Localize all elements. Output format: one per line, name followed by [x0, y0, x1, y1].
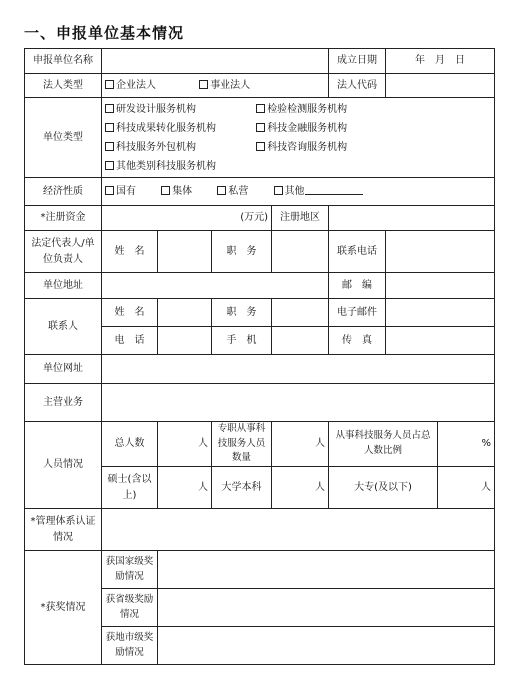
- tel-field[interactable]: [158, 327, 212, 355]
- checkbox-icon: [105, 142, 114, 151]
- capital-label: *注册资金: [25, 206, 102, 231]
- checkbox-icon: [105, 186, 114, 195]
- private-checkbox[interactable]: 私营: [217, 184, 248, 200]
- email-field[interactable]: [386, 299, 495, 327]
- checkbox-icon: [105, 80, 114, 89]
- other-nature-checkbox[interactable]: 其他: [274, 184, 363, 200]
- person-unit: 人: [315, 481, 325, 493]
- staff-label: 人员情况: [25, 422, 102, 509]
- percent-unit: %: [481, 438, 491, 450]
- website-field[interactable]: [102, 355, 495, 384]
- provincial-award-label: 获省级奖励情况: [102, 589, 158, 627]
- main-business-label: 主营业务: [25, 384, 102, 422]
- enterprise-checkbox[interactable]: 企业法人: [105, 78, 156, 94]
- rd-design-checkbox[interactable]: 研发设计服务机构: [105, 100, 253, 119]
- legal-type-label: 法人类型: [25, 74, 102, 98]
- postcode-field[interactable]: [386, 273, 495, 299]
- fax-field[interactable]: [386, 327, 495, 355]
- master-label: 硕士(含以上): [102, 467, 158, 509]
- row-unit-type: [25, 98, 495, 178]
- founded-date-field[interactable]: 年 月 日: [386, 49, 495, 74]
- contact-label: 联系人: [25, 299, 102, 355]
- person-unit: 人: [198, 438, 208, 450]
- national-award-label: 获国家级奖励情况: [102, 551, 158, 589]
- rep-phone-field[interactable]: [386, 231, 495, 273]
- ratio-field[interactable]: [438, 422, 495, 467]
- legal-rep-label: 法定代表人/单位负责人: [25, 231, 102, 273]
- row-economic-nature: [25, 178, 495, 206]
- state-owned-checkbox[interactable]: 国有: [105, 184, 136, 200]
- tech-transfer-checkbox[interactable]: 科技成果转化服务机构: [105, 119, 253, 138]
- rep-position-label: 职 务: [212, 231, 272, 273]
- economic-nature-label: 经济性质: [25, 178, 102, 206]
- row-legal-type: [25, 74, 495, 98]
- checkbox-icon: [274, 186, 283, 195]
- provincial-award-field[interactable]: [158, 589, 495, 627]
- unit-name-label: 申报单位名称: [25, 49, 102, 74]
- total-staff-label: 总人数: [102, 422, 158, 467]
- tel-label: 电 话: [102, 327, 158, 355]
- row-contact-1: [25, 299, 495, 327]
- awards-label: *获奖情况: [25, 551, 102, 665]
- unit-type-label: 单位类型: [25, 98, 102, 178]
- certification-field[interactable]: [102, 509, 495, 551]
- national-award-field[interactable]: [158, 551, 495, 589]
- checkbox-icon: [256, 123, 265, 132]
- contact-position-field[interactable]: [272, 299, 329, 327]
- checkbox-icon: [161, 186, 170, 195]
- person-unit: 人: [481, 481, 491, 493]
- mobile-label: 手 机: [212, 327, 272, 355]
- main-business-field[interactable]: [102, 384, 495, 422]
- municipal-award-label: 获地市级奖励情况: [102, 627, 158, 665]
- ratio-label: 从事科技服务人员占总人数比例: [329, 422, 438, 467]
- checkbox-icon: [256, 142, 265, 151]
- tech-finance-checkbox[interactable]: 科技金融服务机构: [256, 119, 347, 138]
- section-title: 一、申报单位基本情况: [24, 24, 185, 42]
- bachelor-label: 大学本科: [212, 467, 272, 509]
- unit-name-field[interactable]: [102, 49, 329, 74]
- capital-unit: (万元): [240, 212, 268, 224]
- row-address: [25, 273, 495, 299]
- rep-phone-label: 联系电话: [329, 231, 386, 273]
- basic-info-table: [24, 48, 495, 665]
- row-website: [25, 355, 495, 384]
- economic-nature-options: [102, 178, 495, 206]
- region-field[interactable]: [329, 206, 495, 231]
- postcode-label: 邮 编: [329, 273, 386, 299]
- certification-label: *管理体系认证情况: [25, 509, 102, 551]
- contact-name-field[interactable]: [158, 299, 212, 327]
- outsourcing-checkbox[interactable]: 科技服务外包机构: [105, 138, 253, 157]
- fax-label: 传 真: [329, 327, 386, 355]
- row-awards-1: [25, 551, 495, 589]
- person-unit: 人: [315, 438, 325, 450]
- address-label: 单位地址: [25, 273, 102, 299]
- row-main-business: [25, 384, 495, 422]
- row-certification: [25, 509, 495, 551]
- legal-code-field[interactable]: [386, 74, 495, 98]
- legal-type-options: [102, 74, 329, 98]
- row-unit-name: [25, 49, 495, 74]
- address-field[interactable]: [102, 273, 329, 299]
- checkbox-icon: [217, 186, 226, 195]
- bachelor-field[interactable]: [272, 467, 329, 509]
- college-label: 大专(及以下): [329, 467, 438, 509]
- capital-field[interactable]: [102, 206, 272, 231]
- region-label: 注册地区: [272, 206, 329, 231]
- checkbox-icon: [105, 123, 114, 132]
- college-field[interactable]: [438, 467, 495, 509]
- row-staff-1: [25, 422, 495, 467]
- checkbox-icon: [256, 104, 265, 113]
- legal-code-label: 法人代码: [329, 74, 386, 98]
- other-type-checkbox[interactable]: 其他类别科技服务机构: [105, 157, 216, 176]
- row-legal-rep: [25, 231, 495, 273]
- municipal-award-field[interactable]: [158, 627, 495, 665]
- checkbox-icon: [105, 104, 114, 113]
- row-capital: [25, 206, 495, 231]
- mobile-field[interactable]: [272, 327, 329, 355]
- master-field[interactable]: [158, 467, 212, 509]
- contact-position-label: 职 务: [212, 299, 272, 327]
- person-unit: 人: [198, 481, 208, 493]
- email-label: 电子邮件: [329, 299, 386, 327]
- other-nature-line: [305, 185, 363, 195]
- rep-name-field[interactable]: [158, 231, 212, 273]
- collective-checkbox[interactable]: 集体: [161, 184, 192, 200]
- checkbox-icon: [199, 80, 208, 89]
- rep-name-label: 姓 名: [102, 231, 158, 273]
- founded-date-label: 成立日期: [329, 49, 386, 74]
- unit-type-options: [102, 98, 495, 178]
- checkbox-icon: [105, 161, 114, 170]
- fulltime-staff-field[interactable]: [272, 422, 329, 467]
- fulltime-staff-label: 专职从事科技服务人员数量: [212, 422, 272, 467]
- consulting-checkbox[interactable]: 科技咨询服务机构: [256, 138, 347, 157]
- rep-position-field[interactable]: [272, 231, 329, 273]
- website-label: 单位网址: [25, 355, 102, 384]
- institution-checkbox[interactable]: 事业法人: [199, 78, 250, 94]
- contact-name-label: 姓 名: [102, 299, 158, 327]
- inspection-checkbox[interactable]: 检验检测服务机构: [256, 100, 347, 119]
- total-staff-field[interactable]: [158, 422, 212, 467]
